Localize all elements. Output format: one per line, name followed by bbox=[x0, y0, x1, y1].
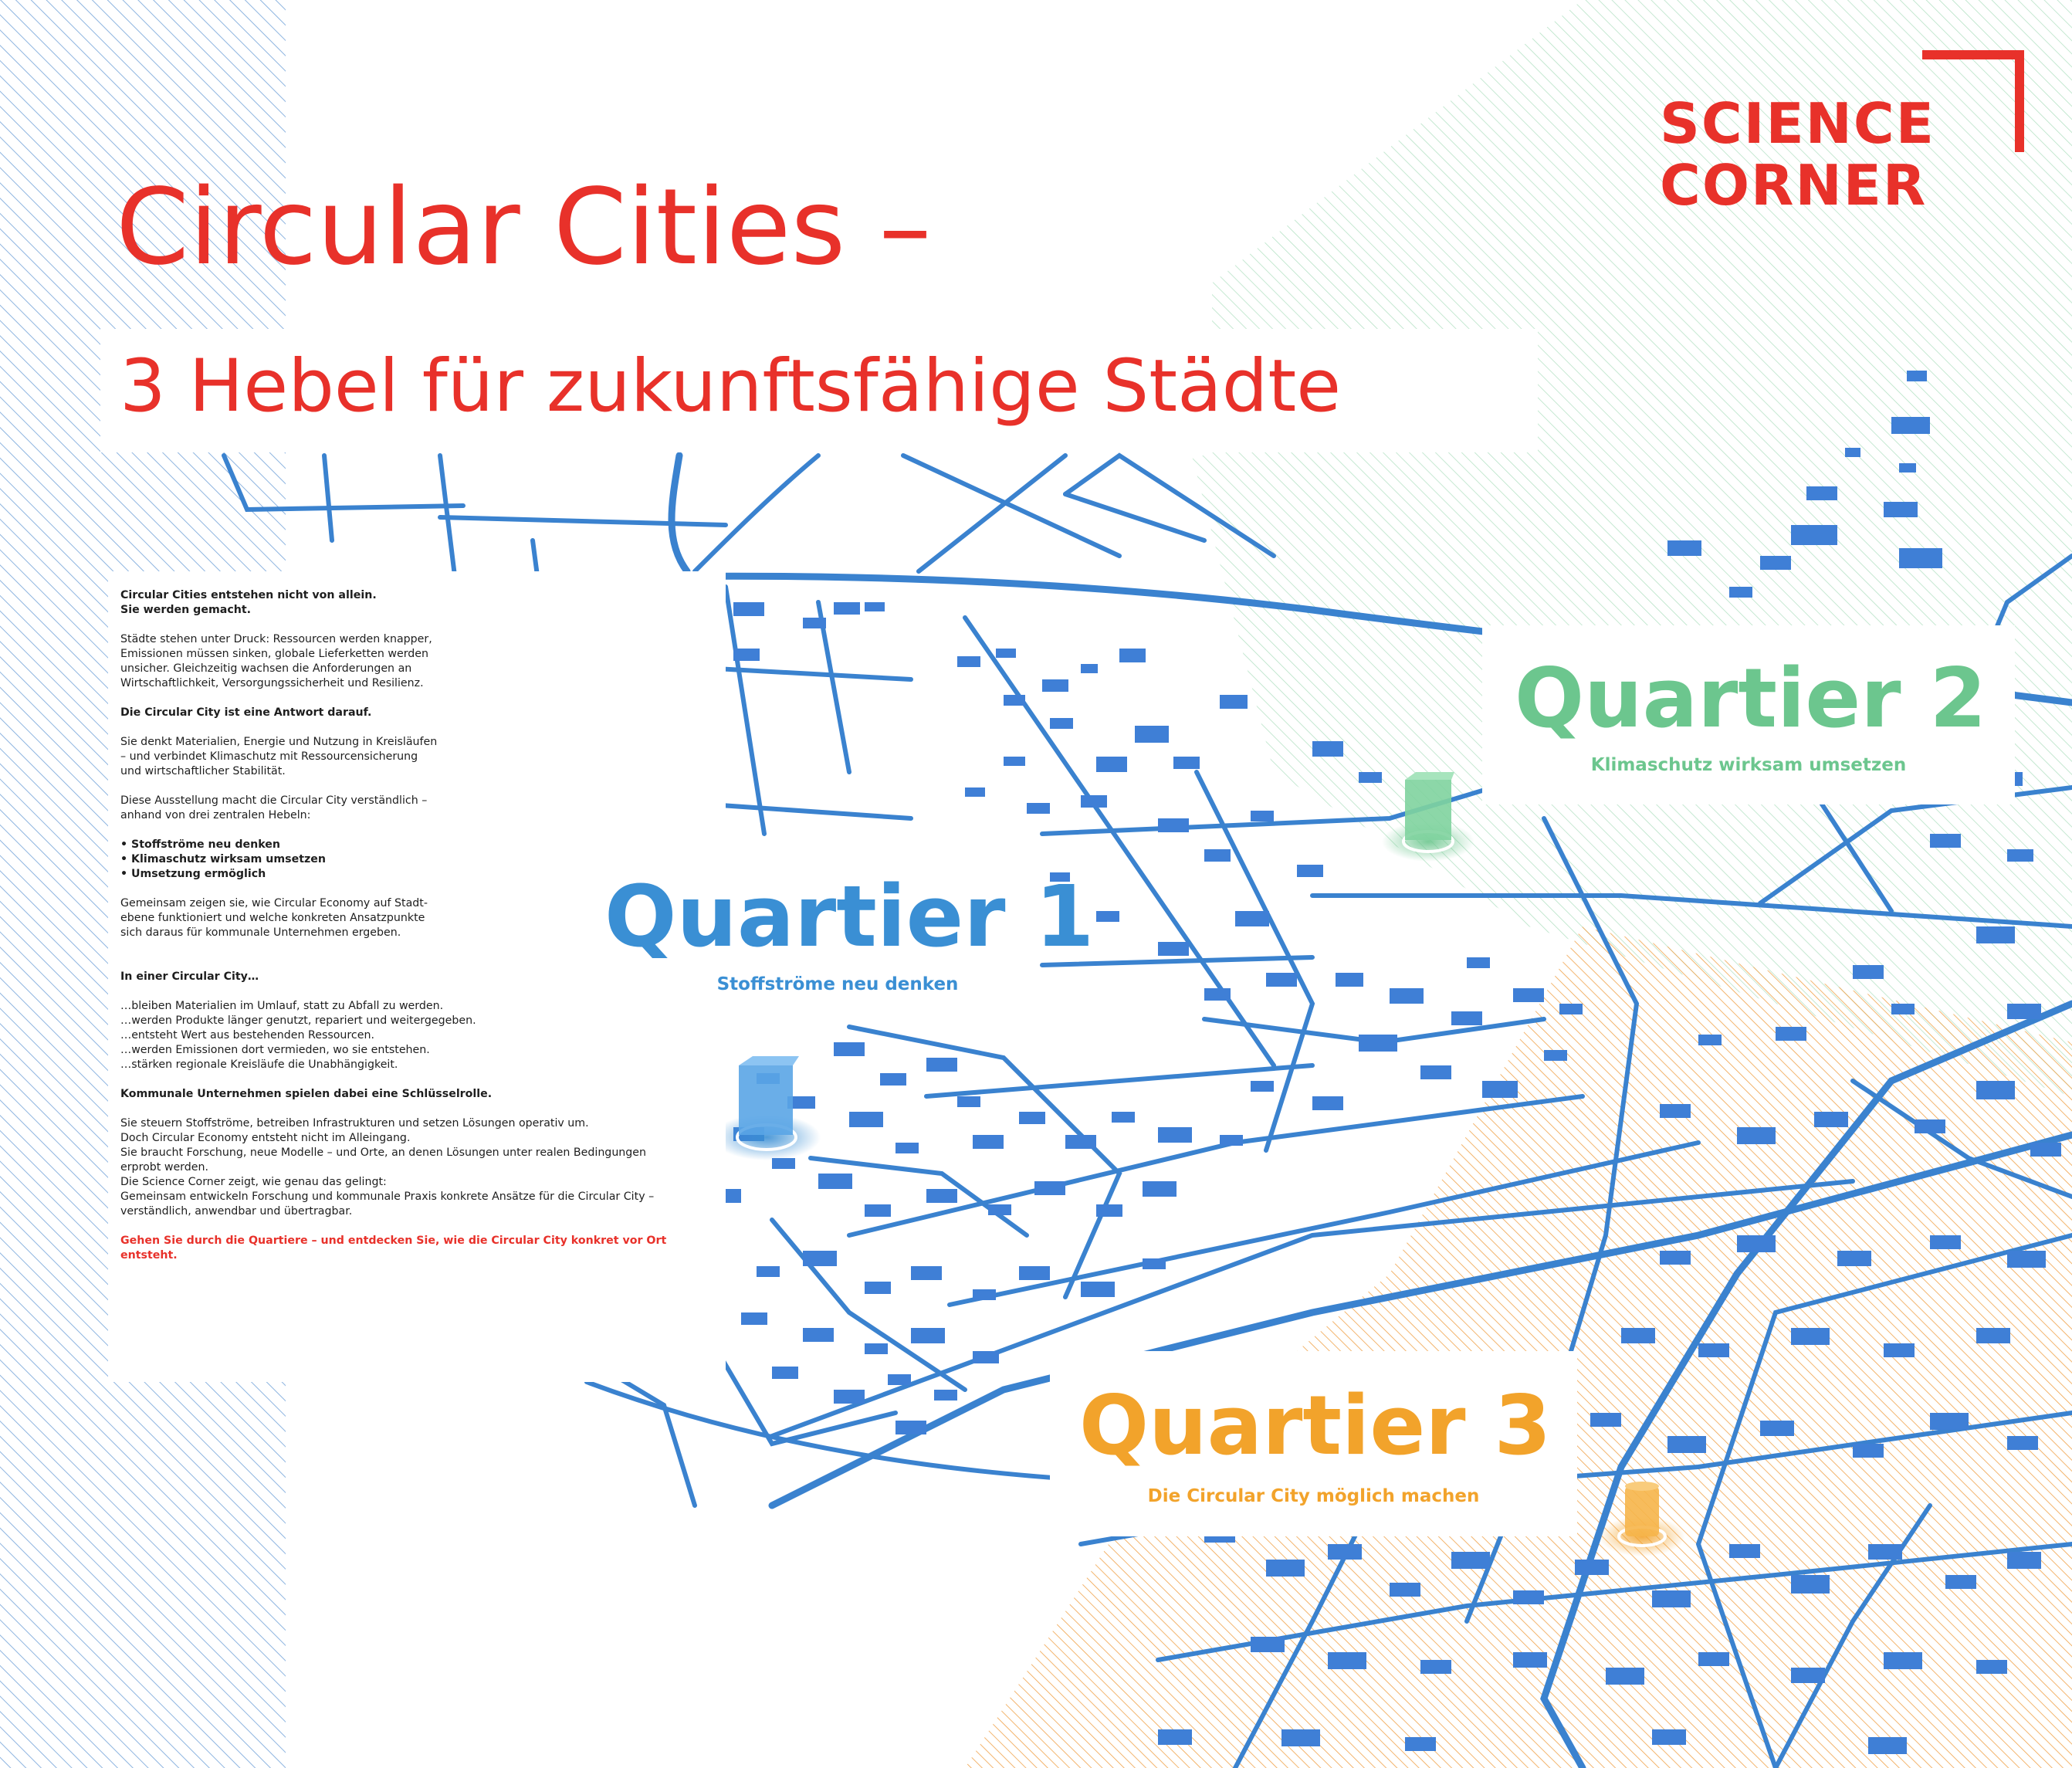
intro-statement: Die Circular City ist eine Antwort darauf. bbox=[120, 706, 372, 719]
page-subtitle: 3 Hebel für zukunftsfähige Städte bbox=[120, 344, 1342, 428]
circular-city-list: …bleiben Materialien im Umlauf, statt zu Abfall zu werden. …werden Produkte länger genutzt, repariert und weitergegeben. …entsteht Wert aus bestehenden Ressourcen. …werden Emissionen dort vermieden, wo sie entstehen. …stärken regionale Kreisläufe die Unabhängigkeit. bbox=[120, 1000, 476, 1071]
intro-paragraph: Sie denkt Materialien, Energie und Nutzung in Kreisläufen – und verbindet Klimaschutz mit Ressourcensicherung und wirtschaftlicher Stabilität. bbox=[120, 736, 438, 777]
quartier-3-subtitle: Die Circular City möglich machen bbox=[1147, 1486, 1480, 1506]
intro-lead: Circular Cities entstehen nicht von allein. Sie werden gemacht. bbox=[120, 589, 377, 616]
logo-corner-mark bbox=[1922, 50, 2024, 152]
quartier-1-subtitle: Stoffströme neu denken bbox=[716, 974, 959, 994]
page-title: Circular Cities – bbox=[116, 167, 932, 289]
logo-line-1: SCIENCE bbox=[1660, 91, 1935, 156]
quartier-1-title: Quartier 1 bbox=[604, 867, 1095, 966]
quartier-2-title: Quartier 2 bbox=[1515, 651, 1987, 746]
logo-line-2: CORNER bbox=[1660, 153, 1928, 218]
intro-paragraph: Diese Ausstellung macht die Circular City verständlich – anhand von drei zentralen Hebeln: bbox=[120, 794, 428, 821]
section-heading: Kommunale Unternehmen spielen dabei eine Schlüsselrolle. bbox=[120, 1088, 493, 1100]
intro-paragraph: Städte stehen unter Druck: Ressourcen werden knapper, Emissionen müssen sinken, globale Lieferketten werden unsicher. Gleichzeitig wachsen die Anforderungen an Wirtschaftlichkeit, Versorgungssicherheit und Resilienz. bbox=[120, 633, 432, 689]
science-corner-logo bbox=[1660, 93, 1935, 216]
levers-list: • Stoffströme neu denken • Klimaschutz wirksam umsetzen • Umsetzung ermöglich bbox=[120, 838, 326, 880]
intro-paragraph: Sie steuern Stoffströme, betreiben Infrastrukturen und setzen Lösungen operativ um. Doch Circular Economy entsteht nicht im Alleingang. Sie braucht Forschung, neue Modelle – und Orte, an denen Lösungen unter realen Bedingungen erprobt werden. Die Science Corner zeigt, wie genau das gelingt: Gemeinsam entwickeln Forschung und kommunale Praxis konkrete Ansätze für die Circular City – verständlich, anwendbar und übertragbar. bbox=[120, 1117, 655, 1218]
quartier-2-subtitle: Klimaschutz wirksam umsetzen bbox=[1590, 755, 1907, 775]
call-to-action: Gehen Sie durch die Quartiere – und entdecken Sie, wie die Circular City konkret vor Ort entsteht. bbox=[120, 1235, 667, 1262]
section-heading: In einer Circular City… bbox=[120, 970, 259, 983]
quartier-3-title: Quartier 3 bbox=[1079, 1378, 1552, 1473]
intro-paragraph: Gemeinsam zeigen sie, wie Circular Economy auf Stadt- ebene funktioniert und welche konkreten Ansatzpunkte sich daraus für kommunale Unternehmen ergeben. bbox=[120, 897, 428, 939]
